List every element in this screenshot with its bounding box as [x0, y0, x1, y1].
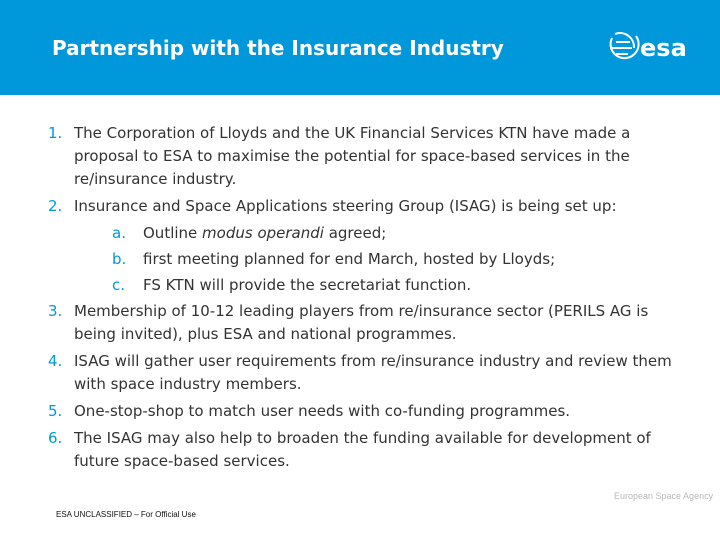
sub-item-letter: c. — [112, 276, 126, 294]
bullet-list — [48, 122, 688, 477]
logo-text: esa — [640, 34, 687, 62]
sub-item-text: FS KTN will provide the secretariat function. — [143, 276, 472, 294]
item-text: The ISAG may also help to broaden the funding available for development of future space-based services. — [74, 429, 651, 470]
item-text: The Corporation of Lloyds and the UK Financial Services KTN have made a proposal to ESA to maximise the potential for space-based services in the re/insurance industry. — [74, 124, 631, 188]
list-item — [48, 195, 688, 218]
esa-logo-icon — [606, 28, 702, 66]
header-bar — [0, 0, 720, 95]
classification-label: ESA UNCLASSIFIED – For Official Use — [56, 510, 196, 519]
list-item — [48, 350, 688, 396]
agency-name: European Space Agency — [614, 491, 714, 501]
item-number: 3. — [48, 302, 63, 320]
list-item — [48, 400, 688, 423]
sub-item-text: first meeting planned for end March, hosted by Lloyds; — [143, 250, 556, 268]
sub-item-letter: b. — [112, 250, 127, 268]
sub-list-item — [48, 222, 688, 245]
item-number: 6. — [48, 429, 63, 447]
sub-item-text-post: agreed; — [323, 224, 387, 242]
item-number: 4. — [48, 352, 63, 370]
list-item — [48, 427, 688, 473]
slide-title: Partnership with the Insurance Industry — [52, 36, 504, 60]
sub-list-item — [48, 274, 688, 297]
item-number: 2. — [48, 197, 63, 215]
sub-item-text-emphasis: modus operandi — [202, 224, 324, 242]
item-number: 5. — [48, 402, 63, 420]
item-text: ISAG will gather user requirements from re/insurance industry and review them with space industry members. — [74, 352, 672, 393]
item-text: Membership of 10-12 leading players from re/insurance sector (PERILS AG is being invited), plus ESA and national programmes. — [74, 302, 649, 343]
list-item — [48, 122, 688, 191]
item-text: One-stop-shop to match user needs with co-funding programmes. — [74, 402, 571, 420]
sub-item-letter: a. — [112, 224, 126, 242]
list-item — [48, 300, 688, 346]
sub-list-item — [48, 248, 688, 271]
item-text: Insurance and Space Applications steering Group (ISAG) is being set up: — [74, 197, 617, 215]
item-number: 1. — [48, 124, 63, 142]
sub-item-text-pre: Outline — [143, 224, 203, 242]
